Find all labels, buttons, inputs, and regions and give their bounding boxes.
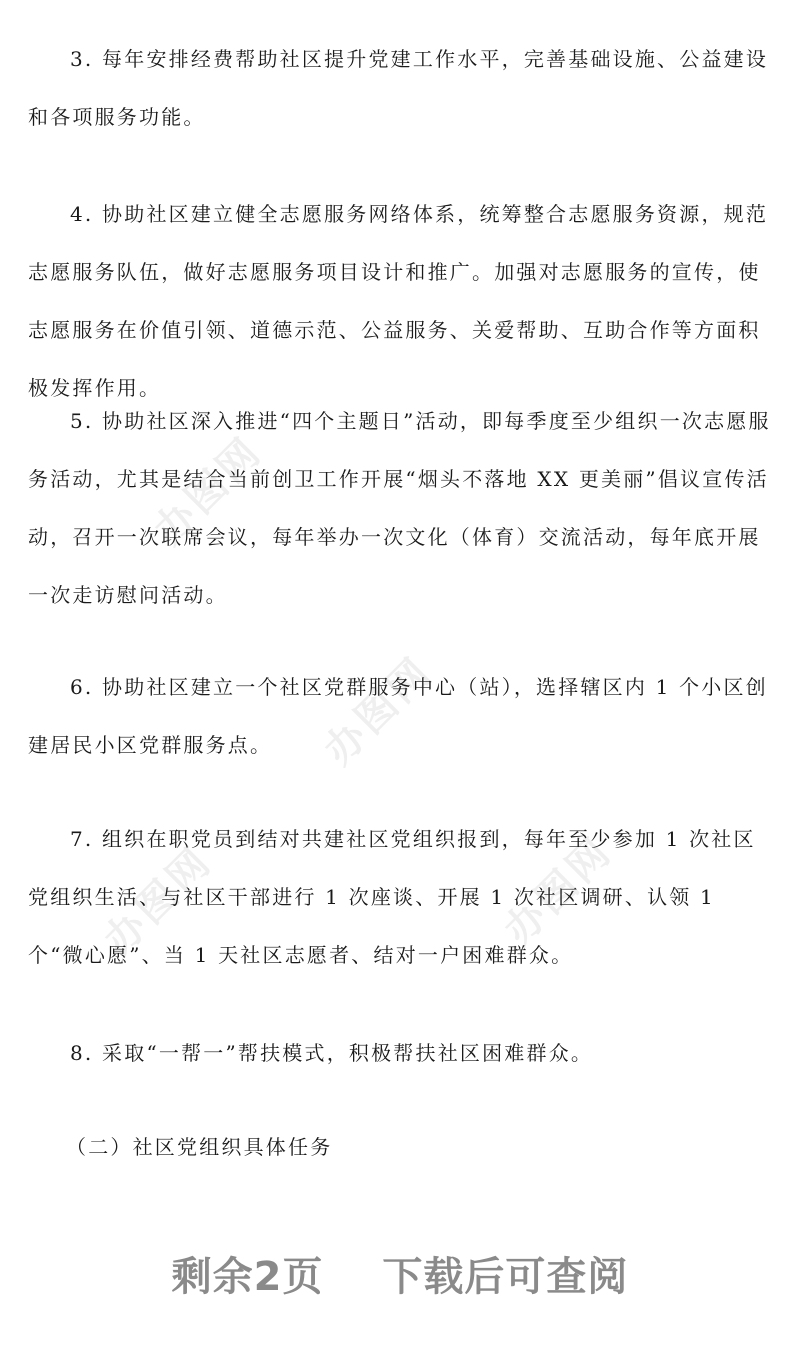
- paragraph-item-7: 7. 组织在职党员到结对共建社区党组织报到，每年至少参加 1 次社区党组织生活、与社区干部进行 1 次座谈、开展 1 次社区调研、认领 1 个“微心愿”、当 1 天社区志愿者、结对一户困难群众。: [28, 827, 756, 967]
- watermark: 办图网: [315, 648, 442, 774]
- download-to-view-label: 下载后可查阅: [382, 1254, 629, 1300]
- paragraph-item-4: 4. 协助社区建立健全志愿服务网络体系，统筹整合志愿服务资源，规范志愿服务队伍，做好志愿服务项目设计和推广。加强对志愿服务的宣传，使志愿服务在价值引领、道德示范、公益服务、关爱帮助、互助合作等方面积极发挥作用。: [28, 202, 769, 400]
- paragraph-item-3: 3. 每年安排经费帮助社区提升党建工作水平，完善基础设施、公益建设和各项服务功能。: [28, 47, 769, 129]
- section-heading: （二）社区党组织具体任务: [66, 1135, 333, 1159]
- paragraph-item-8: 8. 采取“一帮一”帮扶模式，积极帮扶社区困难群众。: [70, 1041, 594, 1065]
- download-notice[interactable]: [0, 1245, 800, 1302]
- paragraph-item-5: 5. 协助社区深入推进“四个主题日”活动，即每季度至少组织一次志愿服务活动，尤其是结合当前创卫工作开展“烟头不落地 XX 更美丽”倡议宣传活动，召开一次联席会议，每年举办一次文化（体育）交流活动，每年底开展一次走访慰问活动。: [28, 409, 771, 607]
- watermark: 办图网: [495, 828, 622, 954]
- paragraph-item-6: 6. 协助社区建立一个社区党群服务中心（站），选择辖区内 1 个小区创建居民小区党群服务点。: [28, 675, 768, 757]
- watermark: 办图网: [145, 428, 272, 554]
- watermark: 办图网: [95, 838, 222, 964]
- remaining-pages-label: 剩余2页: [171, 1254, 324, 1300]
